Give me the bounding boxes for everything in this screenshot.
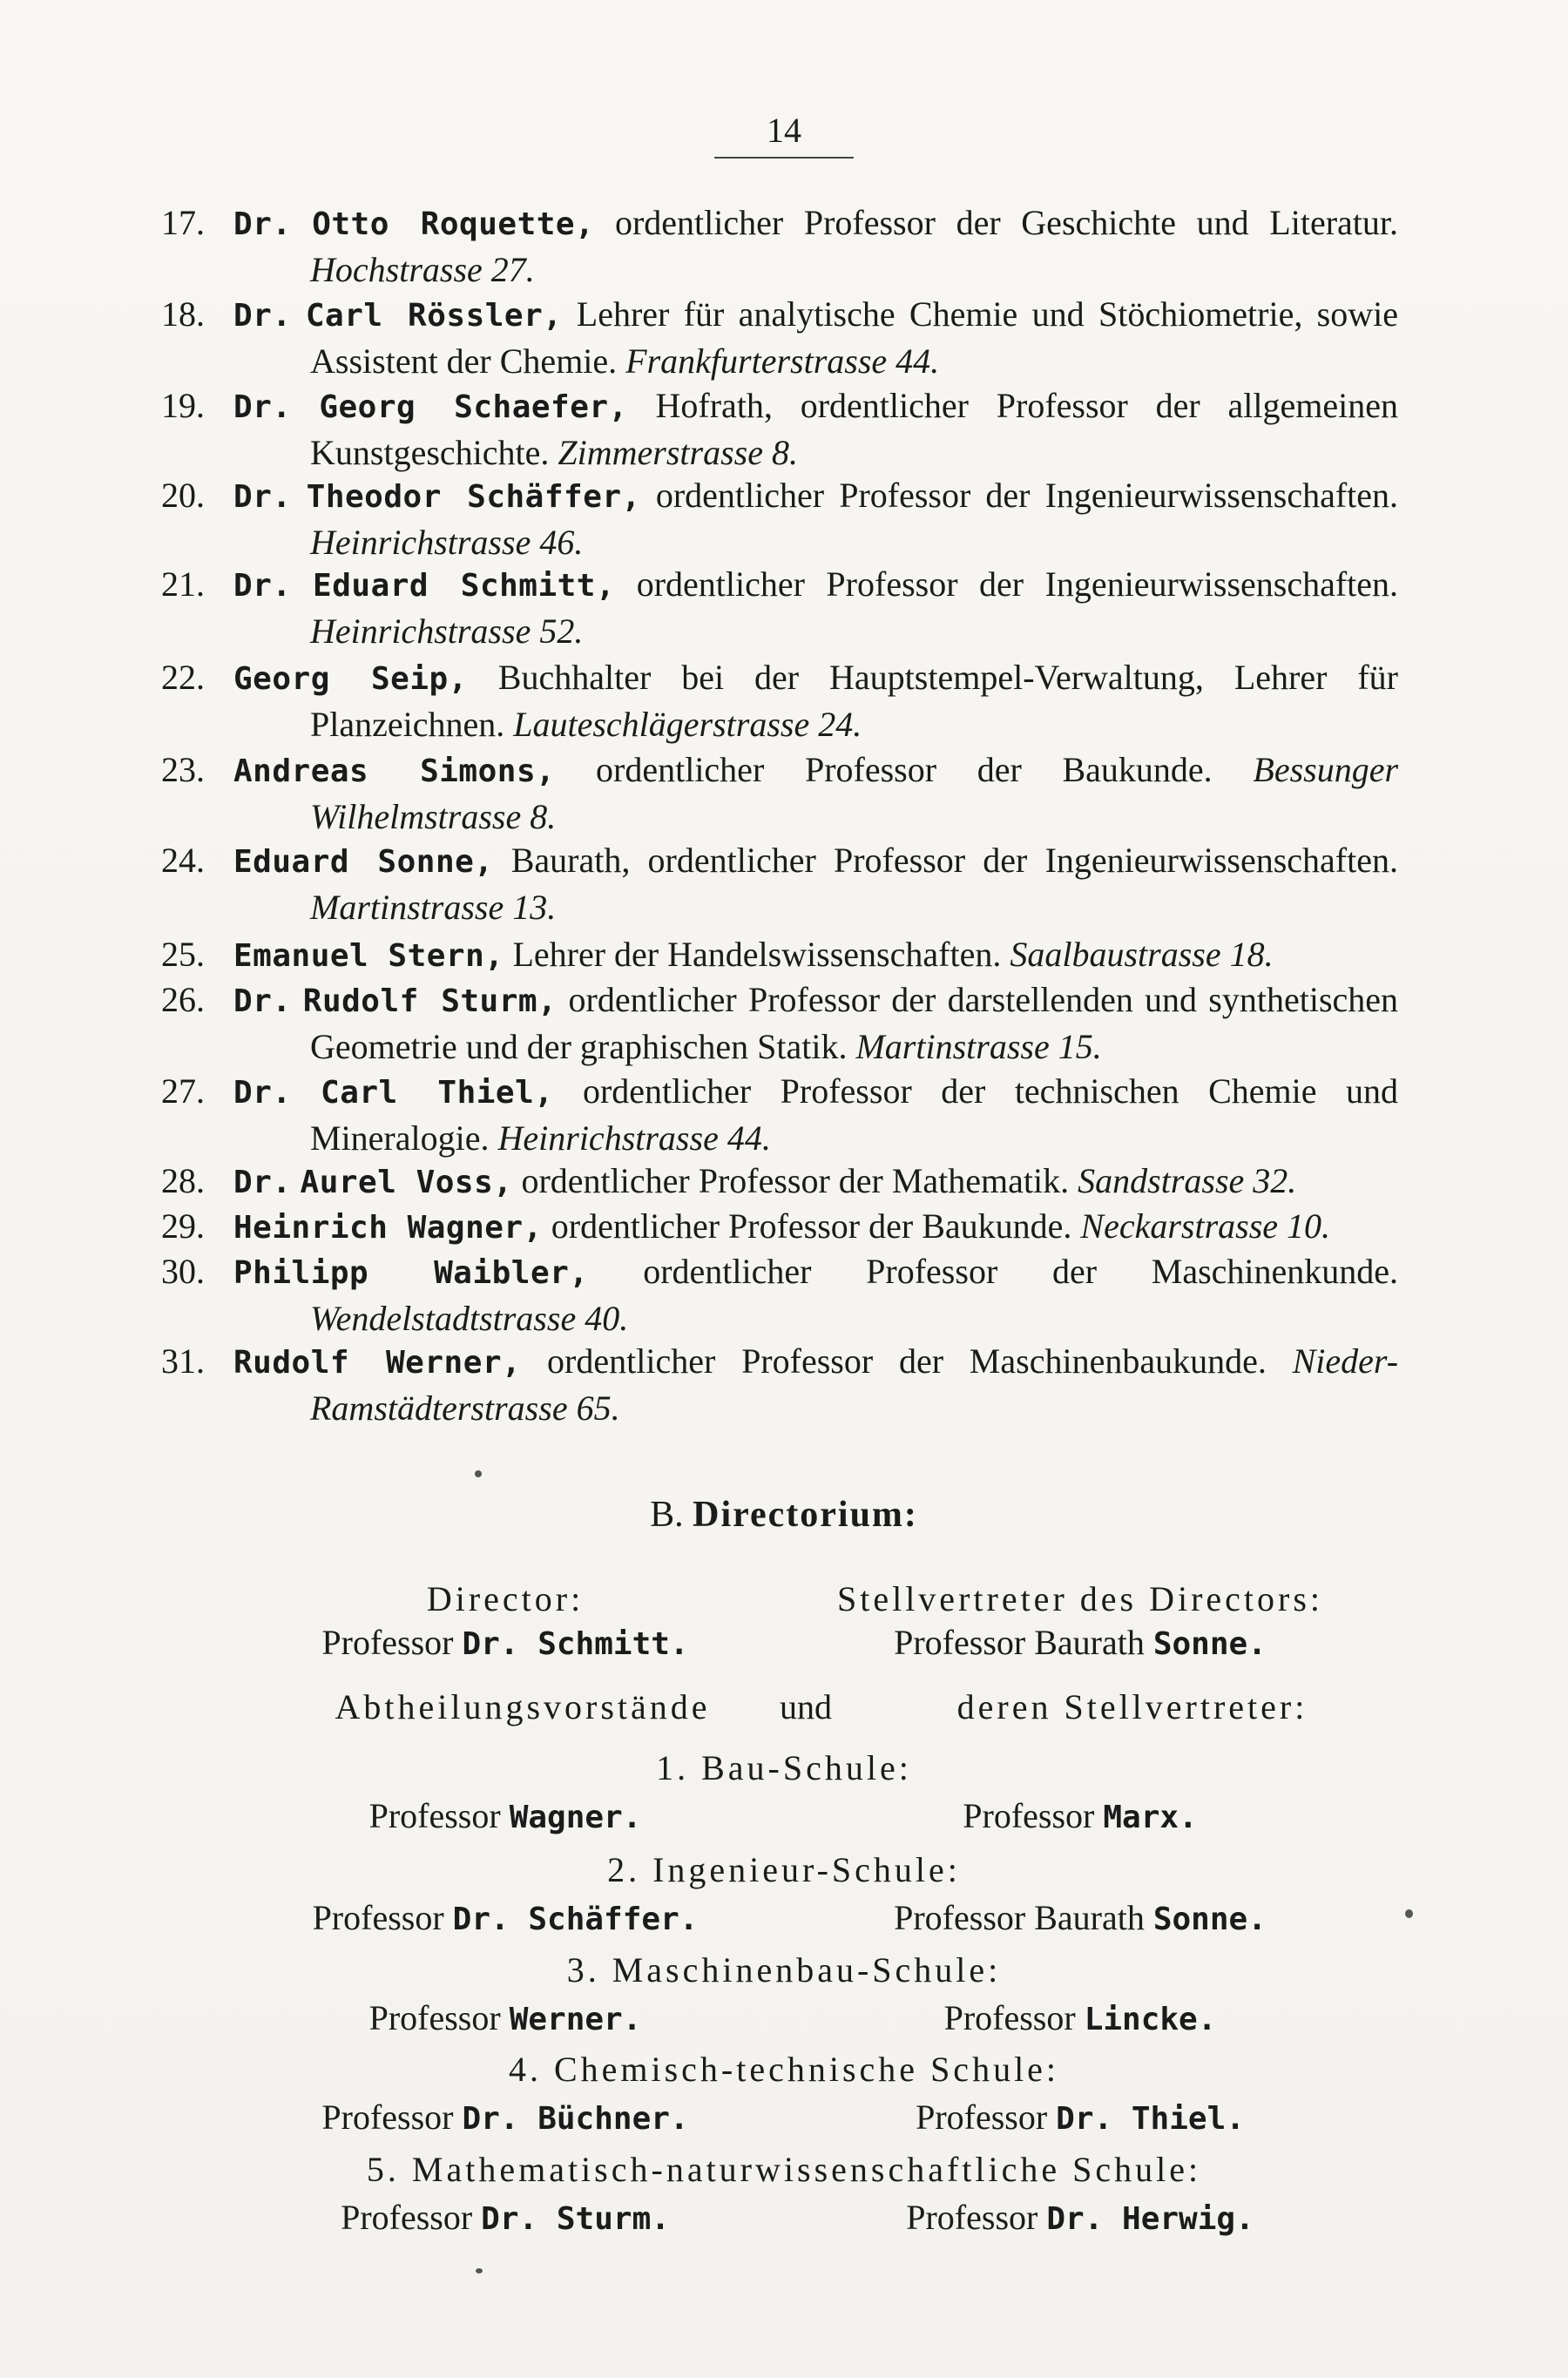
school-head-name: Dr. Büchner. [462,2101,689,2137]
staff-entry [161,1339,1398,1431]
director-prefix: Professor [321,1623,454,1662]
entry-number: 19. [161,386,205,425]
school-head-name: Wagner. [509,1800,642,1835]
school-deputy-name: Dr. Herwig. [1046,2201,1254,2237]
school-heads-row [261,1897,1359,1944]
entry-number: 18. [161,294,205,334]
school-name: 3. Maschinenbau-Schule: [566,1950,1002,1990]
school-name: 4. Chemisch-technische Schule: [508,2050,1060,2089]
entry-address: Neckarstrasse 10. [1080,1206,1331,1246]
entry-name: Rudolf Werner, [233,1345,522,1381]
entry-role: ordentlicher Professor der technischen Chemie und Mineralogie. [310,1071,1399,1158]
entry-role: Baurath, ordentlicher Professor der Ingenieurwissenschaften. [510,841,1398,880]
deputy-director-label: Stellvertreter des Directors: [836,1579,1324,1618]
entry-role: ordentlicher Professor der Maschinenkunde. [643,1252,1399,1291]
and-label: und [780,1687,832,1726]
entry-name: Carl Thiel, [321,1075,554,1111]
entry-text [233,383,1398,476]
entry-text [233,200,1398,293]
entry-role: Hofrath, ordentlicher Professor der allgemeinen Kunstgeschichte. [310,386,1398,472]
entry-title: Dr. [233,1075,292,1111]
entry-role: ordentlicher Professor der Baukunde. [596,750,1213,789]
entry-name: Rudolf Sturm, [302,983,558,1019]
school-name: 1. Bau-Schule: [656,1748,912,1787]
entry-number: 28. [161,1161,205,1200]
ink-speck [476,2268,483,2273]
entry-number: 24. [161,841,205,880]
staff-entry [161,1204,1398,1251]
entry-address: Lauteschlägerstrasse 24. [513,705,862,744]
entry-address: Zimmerstrasse 8. [558,433,798,472]
entry-role: Lehrer für analytische Chemie und Stöchiometrie, sowie Assistent der Chemie. [310,294,1399,381]
ink-speck [475,1470,482,1477]
section-prefix: B. [650,1495,684,1535]
entry-name: Carl Rössler, [305,298,563,334]
entry-number: 21. [161,564,205,604]
staff-entry [161,655,1398,747]
deputy-director-cell [801,1622,1359,1663]
staff-entry [161,562,1398,654]
school-deputy-prefix: Professor [906,2198,1038,2237]
entry-address: Wendelstadtstrasse 40. [310,1299,629,1338]
staff-entry [161,1159,1398,1206]
entry-address: Sandstrasse 32. [1078,1161,1297,1200]
school-deputy-prefix: Professor Baurath [894,1898,1145,1937]
entry-role: ordentlicher Professor der Maschinenbaukunde. [547,1341,1267,1381]
entry-number: 17. [161,203,205,242]
entry-name: Otto Roquette, [312,206,595,242]
entry-role: ordentlicher Professor der Geschichte und Literatur. [614,203,1399,242]
school-head-prefix: Professor [368,1998,501,2037]
entry-name: Eduard Sonne, [233,844,494,880]
staff-entry [161,977,1398,1070]
entry-address: Martinstrasse 15. [855,1027,1102,1066]
entry-number: 29. [161,1206,205,1246]
staff-entry [161,200,1398,293]
entry-address: Martinstrasse 13. [310,888,557,927]
school-deputy-cell [801,2197,1359,2238]
department-labels-row [261,1686,1359,1733]
entry-number: 25. [161,935,205,974]
director-label: Director: [426,1579,585,1618]
entry-number: 22. [161,658,205,697]
school-deputy-name: Marx. [1103,1800,1198,1835]
entry-role: ordentlicher Professor der Ingenieurwissenschaften. [655,476,1399,515]
school-deputy-prefix: Professor [943,1998,1076,2037]
entry-number: 30. [161,1252,205,1291]
entry-role: ordentlicher Professor der Ingenieurwissenschaften. [636,564,1399,604]
school-head-cell [261,1997,749,2038]
school-deputy-name: Dr. Thiel. [1056,2101,1245,2137]
entry-name: Philipp Waibler, [233,1255,589,1291]
entry-title: Dr. [233,983,292,1019]
entry-address: Saalbaustrasse 18. [1010,935,1274,974]
school-deputy-prefix: Professor [916,2098,1048,2137]
school-head-name: Dr. Schäffer. [452,1902,699,1937]
school-head-cell [261,2097,749,2138]
school-head-prefix: Professor [321,2098,454,2137]
entry-number: 31. [161,1341,205,1381]
school-heads-row [261,1997,1359,2044]
staff-entry [161,383,1398,476]
entry-text [233,747,1398,840]
department-deputies-label: deren Stellvertreter: [956,1687,1308,1726]
department-heads-label: Abtheilungsvorstände [335,1687,711,1726]
entry-text [233,473,1398,565]
staff-entry [161,473,1398,565]
page-number-rule [714,157,854,159]
entry-role: Lehrer der Handelswissenschaften. [512,935,1002,974]
staff-entry [161,838,1398,930]
entry-address: Hochstrasse 27. [310,250,535,289]
staff-entry [161,1069,1398,1161]
entry-name: Andreas Simons, [233,753,556,789]
entry-title: Dr. [233,1165,292,1200]
director-cell [261,1622,749,1663]
page-number: 14 [767,111,801,150]
school-deputy-cell [801,1897,1359,1938]
staff-entry [161,292,1398,384]
entry-number: 27. [161,1071,205,1111]
entry-name: Georg Schaefer, [319,389,628,425]
school-heads-row [261,2197,1359,2244]
school-head-cell [261,2197,749,2238]
entry-text [233,932,1398,979]
school-heads-row [261,1795,1359,1842]
school-head-name: Dr. Sturm. [481,2201,670,2237]
school-head-name: Werner. [509,2002,642,2037]
entry-role: ordentlicher Professor der Baukunde. [551,1206,1072,1246]
entry-text [233,1069,1398,1161]
school-deputy-cell [801,1795,1359,1836]
entry-name: Theodor Schäffer, [306,479,641,515]
entry-number: 20. [161,476,205,515]
director-names-row [261,1622,1359,1669]
entry-address: Heinrichstrasse 46. [310,523,584,562]
entry-title: Dr. [233,479,292,515]
entry-text [233,562,1398,654]
entry-text [233,655,1398,747]
entry-name: Georg Seip, [233,661,468,697]
entry-name: Heinrich Wagner, [233,1210,543,1246]
entry-address: Heinrichstrasse 52. [310,611,584,651]
entry-number: 23. [161,750,205,789]
director-labels-row [261,1578,1359,1625]
entry-text [233,977,1398,1070]
school-deputy-name: Sonne. [1152,1902,1267,1937]
entry-name: Aurel Voss, [300,1165,513,1200]
school-name: 5. Mathematisch-naturwissenschaftliche Schule: [366,2150,1202,2189]
school-head-prefix: Professor [341,2198,473,2237]
entry-title: Dr. [233,389,292,425]
entry-number: 26. [161,980,205,1019]
ink-speck [1405,1909,1413,1918]
entry-address: Heinrichstrasse 44. [497,1118,771,1158]
staff-entry [161,747,1398,840]
school-head-prefix: Professor [312,1898,444,1937]
staff-entry [161,1249,1398,1341]
school-head-cell [261,1897,749,1938]
entry-role: ordentlicher Professor der darstellenden und synthetischen Geometrie und der graphischen Statik. [310,980,1399,1066]
school-heads-row [261,2097,1359,2144]
school-name: 2. Ingenieur-Schule: [607,1850,961,1889]
entry-text [233,838,1398,930]
section-title: Directorium: [693,1495,918,1535]
entry-title: Dr. [233,206,292,242]
school-head-cell [261,1795,749,1836]
entry-text [233,292,1398,384]
staff-entry [161,932,1398,979]
director-name: Dr. Schmitt. [462,1626,689,1662]
deputy-director-name: Sonne. [1152,1626,1267,1662]
entry-role: ordentlicher Professor der Mathematik. [521,1161,1070,1200]
entry-title: Dr. [233,298,292,334]
entry-text [233,1249,1398,1341]
entry-name: Eduard Schmitt, [313,568,616,604]
school-deputy-name: Lincke. [1084,2002,1217,2037]
school-deputy-prefix: Professor [963,1796,1095,1835]
section-heading [0,1494,1568,1536]
entry-address: Nieder-Ramstädterstrasse 65. [310,1341,1399,1428]
entry-text [233,1339,1398,1431]
entry-text [233,1204,1398,1251]
school-head-prefix: Professor [368,1796,501,1835]
entry-role: Buchhalter bei der Hauptstempel-Verwaltung, Lehrer für Planzeichnen. [310,658,1398,744]
school-deputy-cell [801,2097,1359,2138]
entry-text [233,1159,1398,1206]
entry-address: Bessunger Wilhelmstrasse 8. [310,750,1399,836]
school-deputy-cell [801,1997,1359,2038]
entry-name: Emanuel Stern, [233,938,504,974]
entry-address: Frankfurterstrasse 44. [625,341,940,381]
entry-title: Dr. [233,568,292,604]
deputy-director-prefix: Professor Baurath [894,1623,1145,1662]
